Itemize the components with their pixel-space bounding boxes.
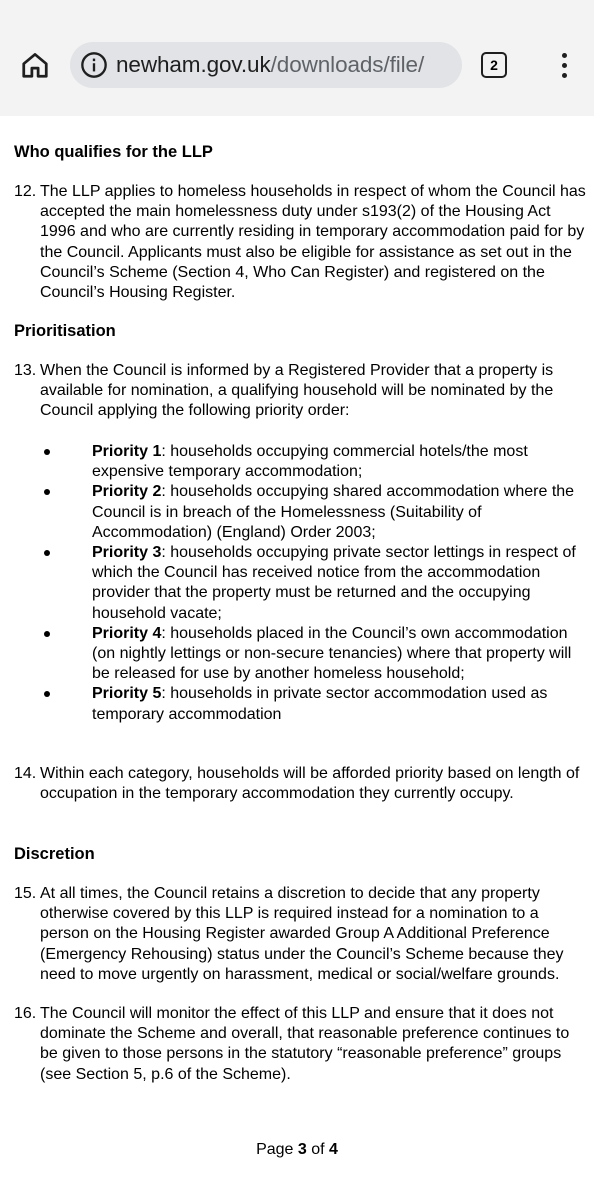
list-item <box>66 624 590 685</box>
url-text <box>116 52 424 78</box>
status-bar <box>0 0 594 34</box>
url-domain: newham.gov.uk <box>116 52 271 77</box>
bullet-dot <box>44 631 50 637</box>
paragraph-13 <box>14 361 590 422</box>
bullet-dot <box>44 550 50 556</box>
priority-label: Priority 2 <box>92 483 162 501</box>
bullet-dot <box>44 691 50 697</box>
paragraph-14 <box>14 764 590 804</box>
paragraph-text: When the Council is informed by a Registered Provider that a property is available for nomination, a qualifying household will be nominated by the Council applying the following priority order: <box>40 362 554 420</box>
priority-list <box>66 442 590 725</box>
paragraph-number: 12. <box>14 183 37 200</box>
menu-dot <box>562 53 567 58</box>
paragraph-12 <box>14 182 590 303</box>
paragraph-text: The Council will monitor the effect of this LLP and ensure that it does not dominate the Scheme and overall, that reasonable preference continues to be given to those persons in the statutory “reasonable preference” groups (see Section 5, p.6 of the Scheme). <box>40 1005 570 1083</box>
bullet-dot <box>44 489 50 495</box>
section-heading: Who qualifies for the LLP <box>14 143 213 161</box>
priority-text: : households placed in the Council’s own accommodation (on nightly lettings or non-secure tenancies) where that property will be released for use by another homeless household; <box>92 624 572 683</box>
page-of-label: of <box>306 1141 330 1158</box>
paragraph-number: 13. <box>14 362 37 379</box>
url-path: /downloads/file/ <box>270 52 425 77</box>
priority-text: : households occupying private sector lettings in respect of which the Council has received notice from the accommodation provider that the property must be returned and the occupying household vacate; <box>92 544 576 622</box>
paragraph-16 <box>14 1004 590 1085</box>
paragraph-15 <box>14 884 590 985</box>
list-item <box>66 684 590 724</box>
address-bar[interactable] <box>70 42 462 88</box>
browser-toolbar <box>0 34 594 116</box>
priority-label: Priority 4 <box>92 624 162 642</box>
paragraph-number: 16. <box>14 1005 37 1022</box>
list-item <box>66 442 590 482</box>
info-icon[interactable] <box>80 51 108 79</box>
priority-label: Priority 3 <box>92 544 162 562</box>
priority-label: Priority 5 <box>92 685 162 703</box>
priority-text: : households in private sector accommodation used as temporary accommodation <box>92 685 548 723</box>
paragraph-text: The LLP applies to homeless households in respect of whom the Council has accepted the main homelessness duty under s193(2) of the Housing Act 1996 and who are currently residing in temporary accommodation paid for by the Council. Applicants must also be eligible for assistance as set out in the Council’s Scheme (Section 4, Who Can Register) and registered on the Council’s Housing Register. <box>40 183 586 302</box>
home-button[interactable] <box>18 48 52 82</box>
tab-switcher-button[interactable] <box>481 52 507 78</box>
home-icon <box>20 50 50 80</box>
tab-count: 2 <box>490 57 498 73</box>
page-total: 4 <box>329 1141 338 1158</box>
page-current: 3 <box>297 1141 307 1158</box>
priority-label: Priority 1 <box>92 443 162 460</box>
list-item <box>66 482 590 543</box>
paragraph-text: At all times, the Council retains a discretion to decide that any property otherwise covered by this LLP is required instead for a nomination to a person on the Housing Register awarded Group A Additional Preference (Emergency Rehousing) status under the Council’s Scheme because they need to move urgently on harassment, medical or social/welfare grounds. <box>40 885 564 983</box>
document-page <box>0 116 594 1200</box>
priority-text: : households occupying shared accommodation where the Council is in breach of the Homelessness (Suitability of Accommodation) (England) Order 2003; <box>92 483 575 541</box>
section-heading: Prioritisation <box>14 322 116 340</box>
list-item <box>66 543 590 624</box>
menu-dot <box>562 73 567 78</box>
menu-button[interactable] <box>552 48 576 82</box>
paragraph-number: 14. <box>14 765 37 782</box>
page-number <box>0 1141 594 1159</box>
section-heading: Discretion <box>14 845 95 863</box>
menu-dot <box>562 63 567 68</box>
paragraph-number: 15. <box>14 885 37 902</box>
priority-text: : households occupying commercial hotels/the most expensive temporary accommodation; <box>92 443 528 481</box>
page-label: Page <box>256 1141 298 1158</box>
paragraph-text: Within each category, households will be afforded priority based on length of occupation in the temporary accommodation they currently occupy. <box>40 765 580 803</box>
bullet-dot <box>44 449 50 455</box>
